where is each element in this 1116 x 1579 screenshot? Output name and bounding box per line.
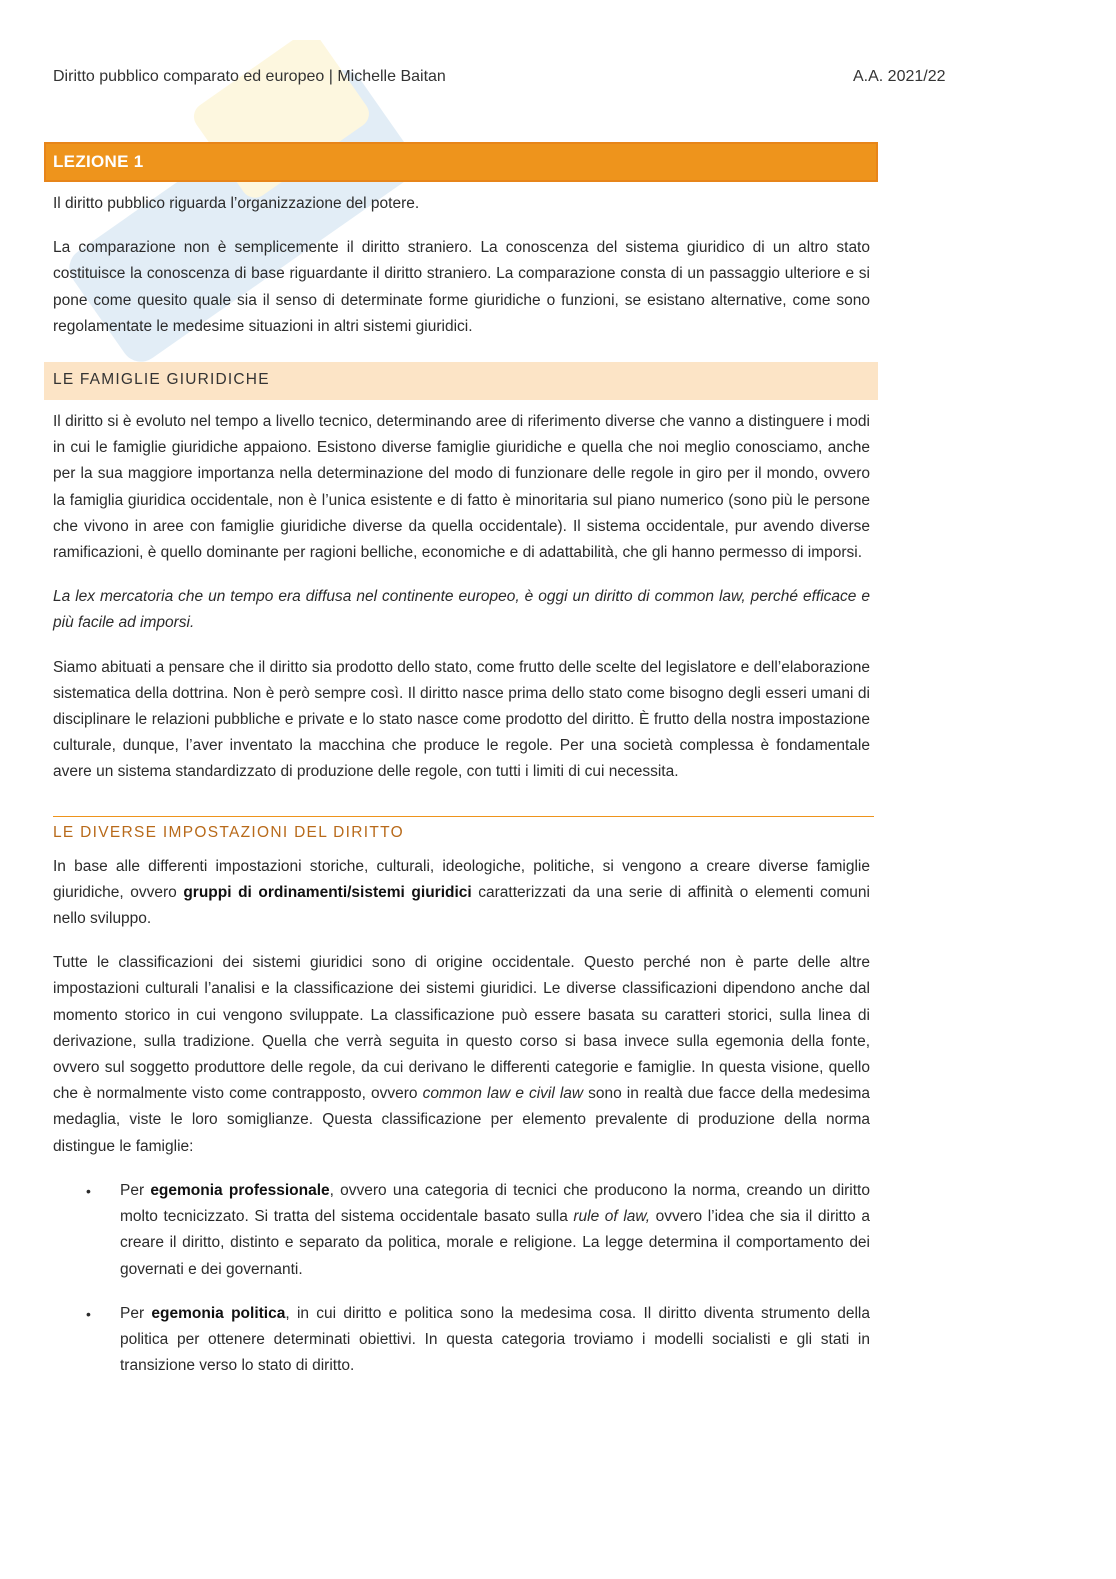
list-item xyxy=(53,1178,870,1283)
text-segment: , in cui diritto e politica sono la medesima cosa. Il diritto diventa strumento della politica per ottenere determinati obiettivi. In questa categoria troviamo i modelli socialisti e gli stati in transizione verso lo stato di diritto. xyxy=(120,1304,870,1375)
bullet-icon: • xyxy=(86,1182,91,1199)
text-segment: Per xyxy=(120,1181,151,1199)
italic-lex-mercatoria: La lex mercatoria che un tempo era diffusa nel continente europeo, è oggi un diritto di common law, perché efficace e più facile ad imporsi. xyxy=(53,588,870,632)
paragraph-impostazioni xyxy=(53,854,870,933)
text-segment: Per xyxy=(120,1304,152,1322)
text-segment: Tutte le classificazioni dei sistemi giuridici sono di origine occidentale. Questo perché non è parte delle altre impostazioni culturali l’analisi e la classificazione dei sistemi giuridici. Le diverse classificazioni dipendono anche dal momento storico in cui vengono sviluppate. La classificazione può essere basata su caratteri storici, sulla linea di derivazione, sulla tradizione. Quella che verrà seguita in questo corso si basa invece sulla egemonia della fonte, ovvero sul soggetto produttore delle regole, da cui derivano le differenti categorie e famiglie. In questa visione, quello che è normalmente visto come contrapposto, ovvero xyxy=(53,954,870,1103)
italic-rule-of-law: rule of law, xyxy=(573,1208,651,1226)
text-segment: ovvero l’idea che sia il diritto a creare il diritto, distinto e separato da politica, morale e religione. La legge determina il comportamento dei governati e dei governanti. xyxy=(120,1208,870,1278)
bullet-list-egemonie xyxy=(53,1178,870,1379)
heading-diverse-impostazioni: LE DIVERSE IMPOSTAZIONI DEL DIRITTO xyxy=(53,816,874,842)
bullet-icon: • xyxy=(86,1305,91,1322)
text-segment: caratterizzati da una serie di affinità o elementi comuni nello sviluppo. xyxy=(53,883,870,928)
document-header-title: Diritto pubblico comparato ed europeo | Michelle Baitan xyxy=(53,68,446,85)
bold-egemonia-politica: egemonia politica xyxy=(151,1304,286,1322)
document-header-year: A.A. 2021/22 xyxy=(853,68,946,85)
paragraph-lex-mercatoria xyxy=(53,584,870,636)
text-segment: , ovvero una categoria di tecnici che producono la norma, creando un diritto molto tecnicizzato. Si tratta del sistema occidentale basato sulla xyxy=(120,1181,870,1226)
paragraph-comparazione: La comparazione non è semplicemente il diritto straniero. La conoscenza del sistema giuridico di un altro stato costituisce la conoscenza di base riguardante il diritto straniero. La comparazione consta di un passaggio ulteriore e si pone come quesito quale sia il senso di determinate forme giuridiche o funzioni, se esistano alternative, come sono regolamentate le medesime situazioni in altri sistemi giuridici. xyxy=(53,239,870,335)
paragraph-classificazioni xyxy=(53,950,870,1160)
paragraph-intro: Il diritto pubblico riguarda l’organizzazione del potere. xyxy=(53,195,420,212)
text-segment: sono in realtà due facce della medesima medaglia, viste le loro somiglianze. Questa classificazione per elemento prevalente di produzione della norma distingue le famiglie: xyxy=(53,1085,870,1155)
bold-gruppi-ordinamenti: gruppi di ordinamenti/sistemi giuridici xyxy=(183,883,472,901)
bold-egemonia-professionale: egemonia professionale xyxy=(150,1181,330,1199)
paragraph-famiglie: Il diritto si è evoluto nel tempo a livello tecnico, determinando aree di riferimento diverse che vanno a distinguere i modi in cui le famiglie giuridiche appaiono. Esistono diverse famiglie giuridiche e quella che noi meglio conosciamo, anche per la sua maggiore importanza nella determinazione del modo di funzionare delle regole in giro per il mondo, ovvero la famiglia giuridica occidentale, non è l’unica esistente e di fatto è minoritaria sul piano numerico (sono più le persone che vivono in aree con famiglie giuridiche diverse da quella occidentale). Il sistema occidentale, pur avendo diverse ramificazioni, è quello dominante per ragioni belliche, economiche e di adattabilità, che gli hanno permesso di imporsi. xyxy=(53,413,870,562)
italic-common-civil-law: common law e civil law xyxy=(422,1085,584,1103)
text-segment: In base alle differenti impostazioni storiche, culturali, ideologiche, politiche, si vengono a creare diverse famiglie giuridiche, ovvero xyxy=(53,857,870,901)
heading-lezione: LEZIONE 1 xyxy=(44,142,878,182)
heading-famiglie-giuridiche: LE FAMIGLIE GIURIDICHE xyxy=(44,362,878,400)
paragraph-diritto-stato: Siamo abituati a pensare che il diritto sia prodotto dello stato, come frutto delle scelte del legislatore e dell’elaborazione sistematica della dottrina. Non è però sempre così. Il diritto nasce prima dello stato come bisogno degli esseri umani di disciplinare le relazioni pubbliche e private e lo stato nasce come prodotto del diritto. È frutto della nostra impostazione culturale, dunque, l’aver inventato la macchina che produce le regole. Per una società complessa è fondamentale avere un sistema standardizzato di produzione delle regole, con tutti i limiti di cui necessita. xyxy=(53,658,870,781)
document-body xyxy=(53,142,870,1397)
list-item xyxy=(53,1301,870,1380)
